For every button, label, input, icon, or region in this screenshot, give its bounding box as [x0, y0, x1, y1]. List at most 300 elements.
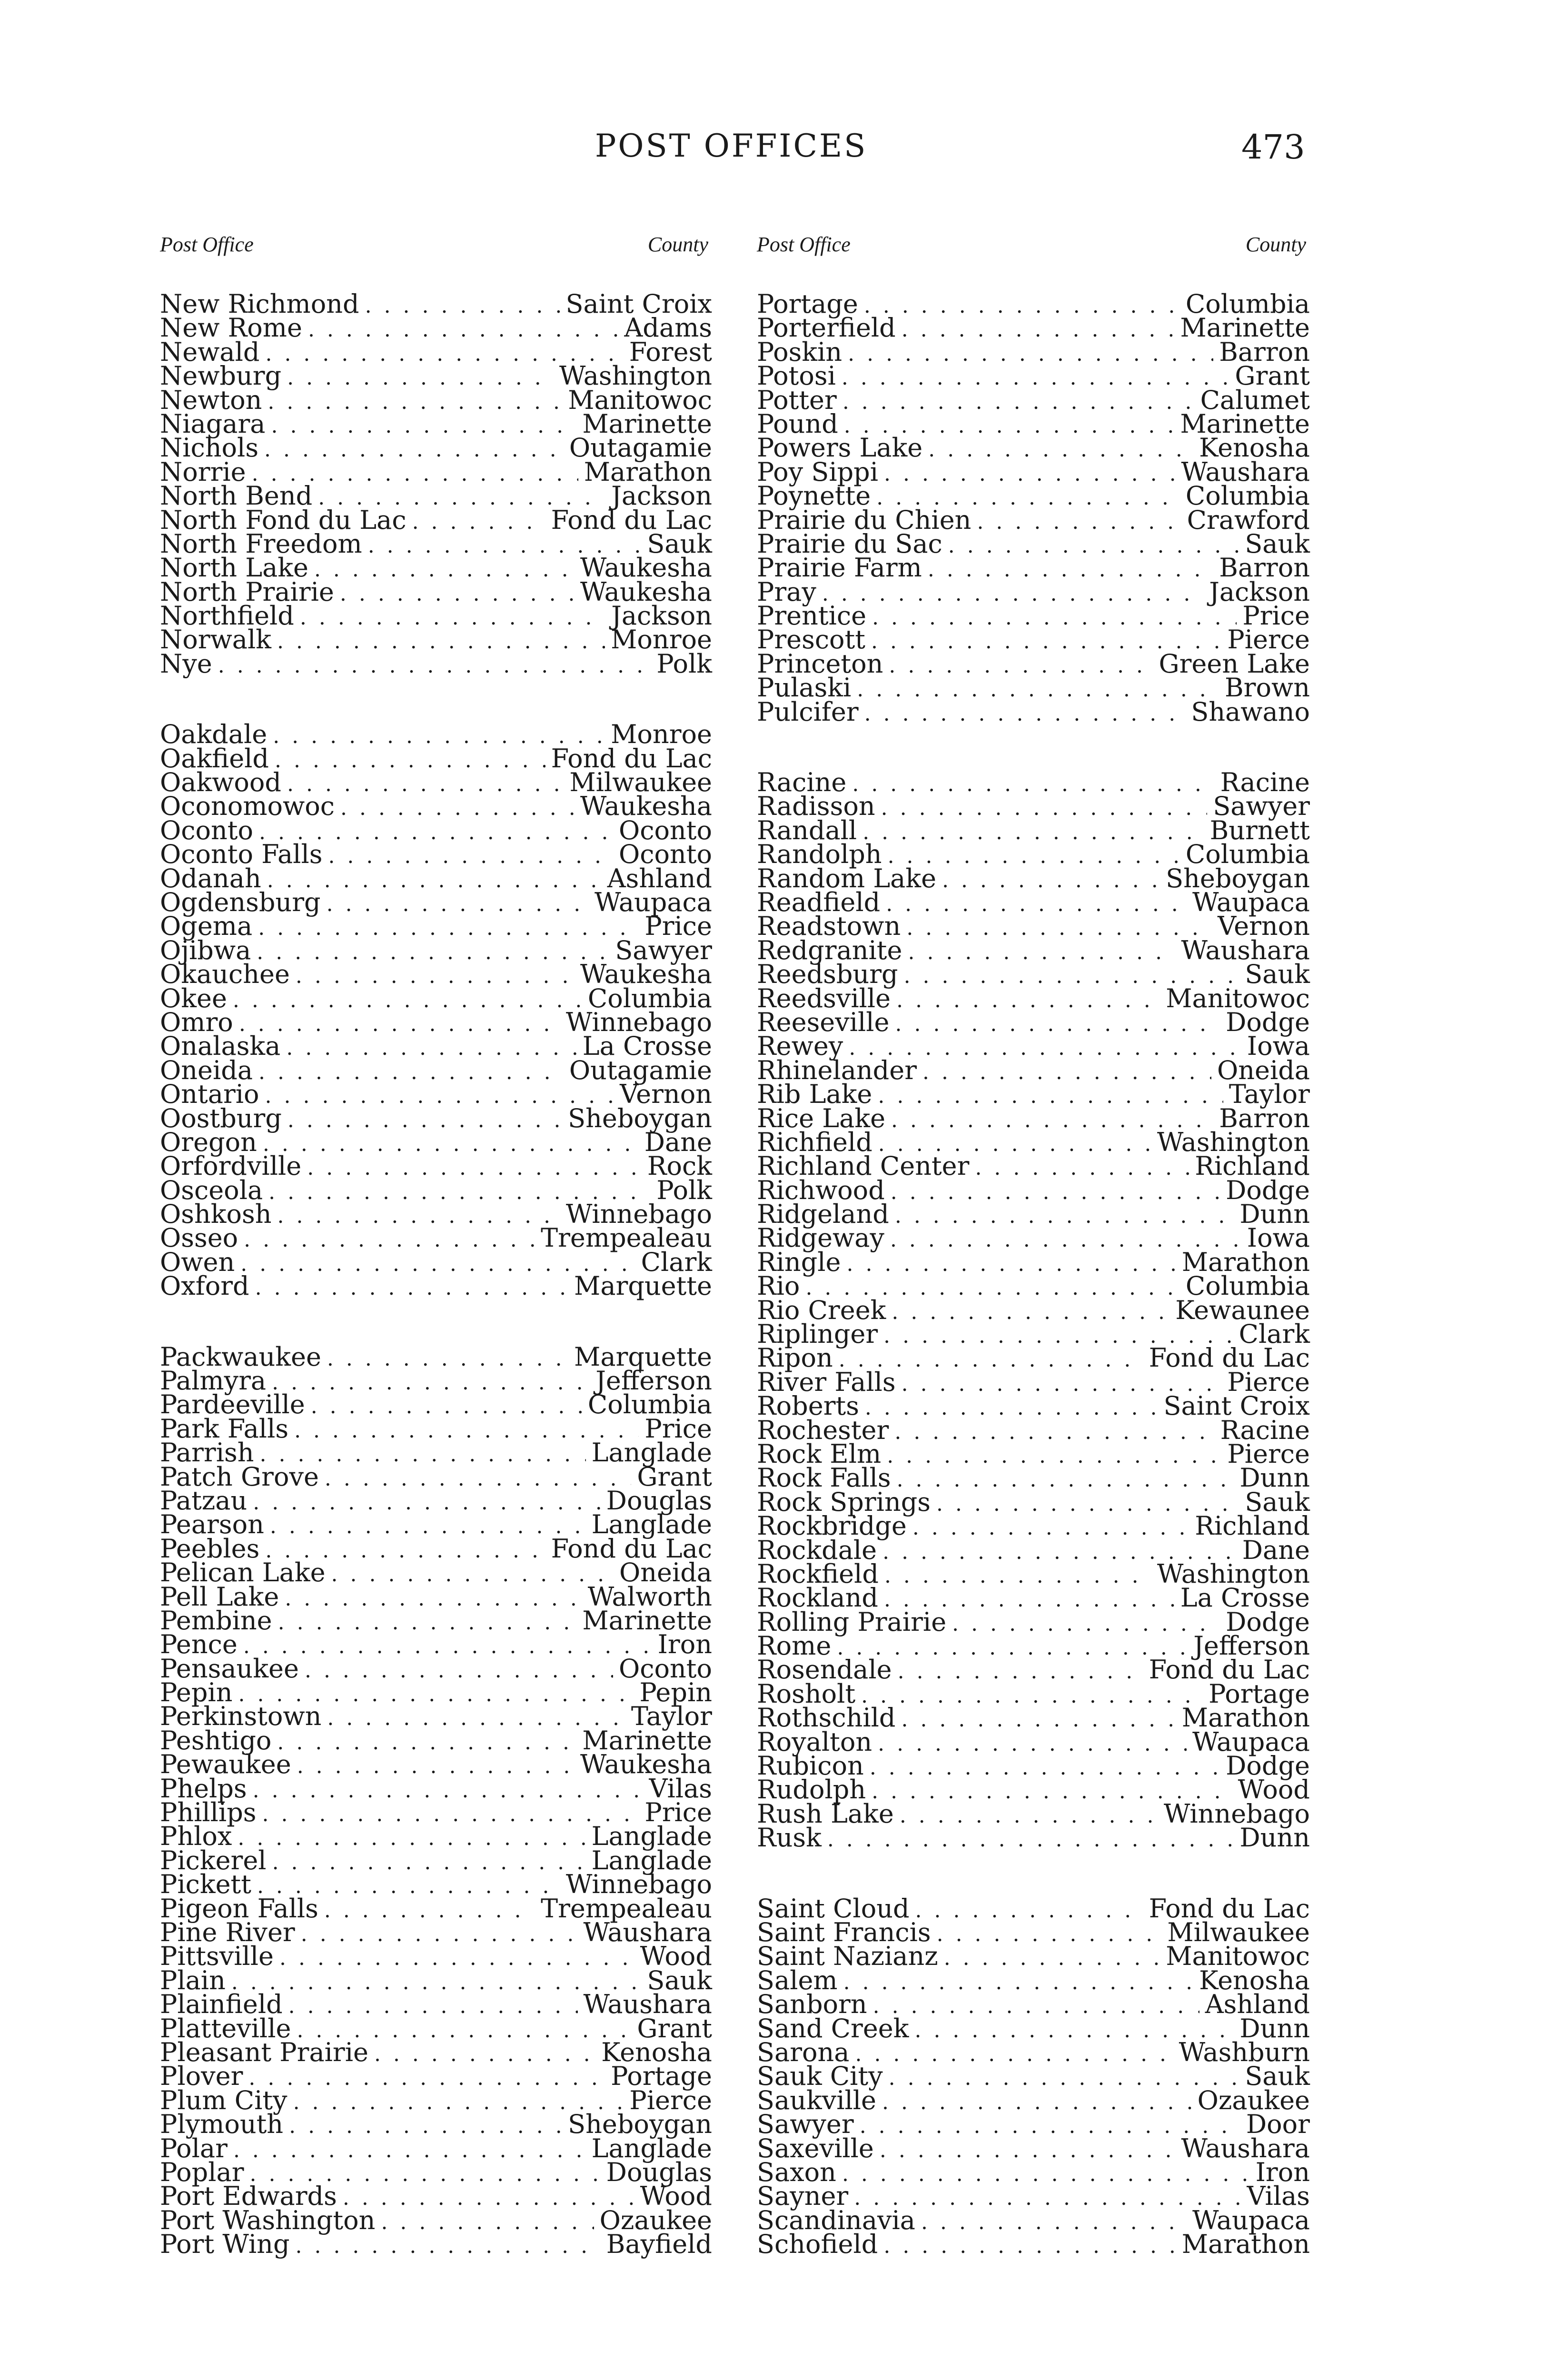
- county-name: Polk: [656, 1175, 712, 1205]
- dot-leader: [327, 892, 589, 916]
- dot-leader: [288, 1994, 578, 2018]
- entry-groups: [757, 289, 1310, 2260]
- post-office-name: Plain: [160, 1965, 226, 1995]
- county-name: Vernon: [620, 1079, 712, 1110]
- county-name: Sauk: [647, 1965, 712, 1995]
- county-name: Oneida: [1217, 1055, 1310, 1085]
- county-name: Dunn: [1239, 1463, 1310, 1493]
- dot-leader: [255, 1276, 568, 1300]
- post-office-name: North Lake: [160, 553, 308, 583]
- county-name: Winnebago: [1163, 1798, 1310, 1829]
- county-name: Barron: [1219, 553, 1310, 583]
- post-office-name: Roberts: [757, 1391, 859, 1421]
- dot-leader: [861, 1684, 1203, 1708]
- post-office-name: Sauk City: [757, 2061, 883, 2092]
- county-name: Fond du Lac: [1149, 1893, 1310, 1924]
- post-office-name: Powers Lake: [757, 433, 923, 463]
- post-office-name: Scandinavia: [757, 2205, 915, 2235]
- post-office-name: North Prairie: [160, 576, 334, 607]
- county-name: Marinette: [582, 408, 712, 439]
- post-office-name: Pepin: [160, 1677, 233, 1708]
- county-name: Dane: [644, 1127, 712, 1157]
- column-header: [160, 232, 712, 268]
- post-office-name: Orfordville: [160, 1151, 302, 1181]
- county-name: Langlade: [591, 1821, 712, 1852]
- county-name: Milwaukee: [569, 767, 712, 798]
- county-name: Marathon: [1181, 1247, 1310, 1277]
- post-office-name: River Falls: [757, 1367, 896, 1397]
- dot-leader: [872, 606, 1237, 630]
- county-name: Marinette: [1180, 408, 1310, 439]
- post-office-heading: Post Office: [757, 233, 851, 256]
- post-office-name: Rio Creek: [757, 1295, 886, 1325]
- post-office-name: Northfield: [160, 601, 294, 631]
- post-office-name: Pulaski: [757, 673, 852, 703]
- county-name: Columbia: [587, 1389, 712, 1420]
- post-office-name: Pickett: [160, 1869, 251, 1900]
- post-office-name: Racine: [757, 767, 847, 798]
- post-office-name: Odanah: [160, 863, 261, 893]
- county-name: Shawano: [1191, 696, 1310, 727]
- dot-leader: [297, 1755, 575, 1778]
- post-office-name: Platteville: [160, 2013, 291, 2043]
- post-office-name: Oakwood: [160, 767, 281, 798]
- county-name: Jackson: [611, 601, 712, 631]
- post-office-name: Plymouth: [160, 2109, 284, 2140]
- dot-leader: [862, 821, 1204, 844]
- post-office-name: Rock Falls: [757, 1463, 891, 1493]
- post-office-name: Pembine: [160, 1605, 272, 1636]
- post-office-entry: [757, 337, 1310, 367]
- post-office-entry: [160, 481, 712, 511]
- county-name: Waupaca: [595, 887, 712, 917]
- post-office-name: Nichols: [160, 433, 259, 463]
- county-name: Waukesha: [580, 576, 712, 607]
- county-name: Pierce: [1227, 1438, 1310, 1469]
- post-office-name: Rothschild: [757, 1703, 896, 1733]
- dot-leader: [381, 2211, 594, 2234]
- post-office-name: Poynette: [757, 481, 871, 511]
- dot-leader: [238, 1826, 585, 1850]
- dot-leader: [264, 438, 564, 462]
- letter-group: [160, 289, 712, 679]
- dot-leader: [244, 1228, 535, 1252]
- dot-leader: [265, 1084, 614, 1108]
- dot-leader: [296, 964, 575, 988]
- post-office-name: Radisson: [757, 791, 875, 822]
- left-column: [160, 232, 712, 2260]
- post-office-name: Phillips: [160, 1797, 257, 1828]
- dot-leader: [314, 558, 575, 582]
- post-office-name: Saukville: [757, 2085, 876, 2115]
- county-name: Waushara: [1181, 2133, 1310, 2163]
- county-name: Barron: [1219, 337, 1310, 367]
- post-office-entry: [160, 2109, 712, 2140]
- dot-leader: [248, 2066, 605, 2090]
- post-office-name: Oconto Falls: [160, 839, 323, 870]
- dot-leader: [842, 2162, 1250, 2186]
- county-name: Winnebago: [565, 1869, 712, 1900]
- post-office-name: Phelps: [160, 1773, 247, 1804]
- dot-leader: [231, 1971, 641, 1994]
- post-office-name: Owen: [160, 1247, 235, 1277]
- post-office-name: Niagara: [160, 408, 266, 439]
- county-name: Fond du Lac: [551, 1533, 712, 1564]
- county-name: Dodge: [1226, 1175, 1310, 1205]
- dot-leader: [258, 916, 639, 940]
- county-name: Vilas: [649, 1773, 712, 1804]
- dot-leader: [218, 654, 651, 678]
- post-office-entry: [160, 1271, 712, 1301]
- dot-leader: [847, 1252, 1176, 1276]
- post-office-entry: [757, 1823, 1310, 1853]
- post-office-name: Oregon: [160, 1127, 257, 1157]
- post-office-name: Pewaukee: [160, 1749, 291, 1780]
- post-office-entry: [160, 1079, 712, 1110]
- dot-leader: [902, 1708, 1176, 1732]
- post-office-name: Rudolph: [757, 1775, 866, 1805]
- county-name: Door: [1246, 2109, 1310, 2140]
- county-name: Oneida: [619, 1557, 712, 1588]
- county-name: Waushara: [1181, 935, 1310, 965]
- post-office-name: New Richmond: [160, 289, 359, 319]
- dot-leader: [311, 1395, 582, 1418]
- county-name: Langlade: [591, 2133, 712, 2163]
- dot-leader: [900, 1804, 1158, 1828]
- post-office-name: Pigeon Falls: [160, 1893, 318, 1924]
- post-office-name: Rewey: [757, 1031, 843, 1061]
- county-name: La Crosse: [582, 1031, 712, 1061]
- post-office-name: Rio: [757, 1271, 800, 1301]
- post-office-name: Rock Springs: [757, 1487, 931, 1517]
- county-name: Langlade: [591, 1509, 712, 1540]
- county-name: Wood: [640, 2181, 712, 2211]
- dot-leader: [328, 844, 613, 868]
- dot-leader: [327, 1347, 568, 1371]
- post-office-name: Readstown: [757, 911, 901, 942]
- post-office-name: Port Wing: [160, 2229, 290, 2260]
- county-name: Waushara: [583, 1989, 712, 2020]
- post-office-heading: Post Office: [160, 233, 254, 256]
- county-name: Trempealeau: [541, 1223, 712, 1253]
- page-number: 473: [1241, 128, 1305, 167]
- post-office-entry: [757, 696, 1310, 727]
- county-name: Columbia: [1185, 481, 1310, 511]
- letter-group: [160, 1341, 712, 2260]
- dot-leader: [922, 1061, 1211, 1084]
- post-office-entry: [160, 2229, 712, 2260]
- post-office-name: Patch Grove: [160, 1461, 319, 1492]
- county-name: Washington: [559, 361, 712, 391]
- dot-leader: [977, 510, 1181, 534]
- dot-leader: [895, 1012, 1220, 1036]
- post-office-name: Potter: [757, 385, 837, 415]
- county-name: Saint Croix: [565, 289, 712, 319]
- dot-leader: [864, 294, 1180, 318]
- post-office-entry: [757, 361, 1310, 391]
- county-name: Richland: [1195, 1511, 1310, 1541]
- post-office-name: Sarona: [757, 2037, 850, 2067]
- dot-leader: [948, 534, 1239, 558]
- county-name: Adams: [624, 313, 712, 343]
- dot-leader: [340, 582, 575, 606]
- dot-leader: [308, 318, 618, 342]
- post-office-name: Ringle: [757, 1247, 841, 1277]
- county-name: Sawyer: [1213, 791, 1310, 822]
- post-office-name: New Rome: [160, 313, 302, 343]
- post-office-name: Pickerel: [160, 1845, 267, 1875]
- dot-leader: [257, 941, 609, 964]
- post-office-name: Okauchee: [160, 959, 290, 990]
- dot-leader: [343, 2186, 634, 2210]
- post-office-name: Readfield: [757, 887, 881, 917]
- dot-leader: [253, 1491, 600, 1515]
- dot-leader: [307, 1156, 642, 1180]
- dot-leader: [887, 1444, 1221, 1468]
- dot-leader: [842, 366, 1229, 390]
- county-name: Columbia: [1185, 839, 1310, 870]
- dot-leader: [270, 1515, 586, 1538]
- post-office-name: Packwaukee: [160, 1341, 321, 1372]
- dot-leader: [278, 1611, 577, 1635]
- post-office-entry: [160, 1557, 712, 1588]
- county-name: Waupaca: [1192, 887, 1310, 917]
- post-office-name: Prairie du Chien: [757, 505, 971, 535]
- dot-leader: [898, 1660, 1143, 1684]
- post-office-name: Norwalk: [160, 625, 271, 655]
- post-office-name: Rubicon: [757, 1751, 864, 1781]
- post-office-name: Rockbridge: [757, 1511, 907, 1541]
- dot-leader: [843, 1971, 1194, 1994]
- dot-leader: [921, 2211, 1187, 2234]
- letter-group: [757, 767, 1310, 1853]
- county-name: Green Lake: [1159, 648, 1310, 679]
- county-name: Waukesha: [580, 1749, 712, 1780]
- dot-leader: [878, 1732, 1187, 1756]
- county-name: Marathon: [1181, 2229, 1310, 2260]
- dot-leader: [944, 1946, 1160, 1970]
- post-office-name: Prairie du Sac: [757, 528, 942, 559]
- post-office-name: Rockdale: [757, 1535, 877, 1565]
- dot-leader: [374, 2043, 595, 2066]
- dot-leader: [942, 869, 1160, 892]
- post-office-name: Saint Francis: [757, 1917, 931, 1947]
- post-office-name: Rosendale: [757, 1655, 892, 1685]
- dot-leader: [287, 1109, 562, 1132]
- post-office-entry: [160, 361, 712, 391]
- post-office-name: Newton: [160, 385, 262, 415]
- county-name: Brown: [1224, 673, 1310, 703]
- dot-leader: [412, 510, 545, 534]
- county-name: Jefferson: [595, 1366, 712, 1396]
- dot-leader: [279, 1946, 634, 1970]
- post-office-name: Patzau: [160, 1485, 248, 1516]
- post-office-entry: [757, 2109, 1310, 2140]
- county-name: Crawford: [1187, 505, 1310, 535]
- county-name: Ozaukee: [599, 2205, 712, 2235]
- county-name: Kenosha: [1199, 1965, 1310, 1995]
- county-name: Marinette: [1180, 313, 1310, 343]
- county-name: Sheboygan: [1166, 863, 1310, 893]
- post-office-name: Pleasant Prairie: [160, 2037, 368, 2067]
- dot-leader: [886, 892, 1187, 916]
- dot-leader: [822, 582, 1203, 606]
- dot-leader: [915, 1899, 1143, 1923]
- county-name: Dunn: [1239, 1199, 1310, 1230]
- post-office-name: Rusk: [757, 1823, 822, 1853]
- county-name: Douglas: [606, 2157, 712, 2187]
- county-name: Grant: [637, 1461, 712, 1492]
- dot-leader: [275, 749, 545, 773]
- county-name: Fond du Lac: [1149, 1655, 1310, 1685]
- post-office-entry: [757, 481, 1310, 511]
- county-name: Columbia: [587, 983, 712, 1013]
- county-heading: County: [1245, 233, 1306, 256]
- county-name: Barron: [1219, 1103, 1310, 1133]
- county-name: Richland: [1195, 1151, 1310, 1181]
- post-office-name: Plainfield: [160, 1989, 283, 2020]
- county-name: Racine: [1220, 767, 1310, 798]
- post-office-name: North Freedom: [160, 528, 362, 559]
- dot-leader: [262, 1803, 639, 1826]
- post-office-name: Salem: [757, 1965, 838, 1995]
- dot-leader: [286, 1036, 576, 1060]
- county-name: Iowa: [1247, 1223, 1310, 1253]
- letter-group: [160, 719, 712, 1301]
- dot-leader: [277, 630, 605, 654]
- dot-leader: [891, 1180, 1220, 1204]
- post-office-entry: [160, 1989, 712, 2020]
- county-name: Burnett: [1209, 815, 1310, 845]
- dot-leader: [952, 1612, 1220, 1636]
- post-office-name: Saint Nazianz: [757, 1941, 938, 1972]
- county-name: Monroe: [611, 719, 712, 750]
- post-office-name: Sanborn: [757, 1989, 867, 2020]
- dot-leader: [852, 773, 1214, 796]
- post-office-name: Port Edwards: [160, 2181, 337, 2211]
- dot-leader: [340, 796, 575, 820]
- post-office-name: Portage: [757, 289, 858, 319]
- dot-leader: [287, 366, 554, 390]
- post-office-entry: [160, 1605, 712, 1636]
- county-name: Grant: [1235, 361, 1310, 391]
- post-office-name: Oconomowoc: [160, 791, 335, 822]
- post-office-name: Royalton: [757, 1726, 872, 1757]
- post-office-name: Richwood: [757, 1175, 885, 1205]
- county-name: Kenosha: [601, 2037, 712, 2067]
- dot-leader: [842, 390, 1195, 414]
- dot-leader: [912, 1516, 1189, 1540]
- dot-leader: [258, 1061, 564, 1084]
- post-office-name: Poskin: [757, 337, 842, 367]
- dot-leader: [881, 796, 1208, 820]
- running-head: POST OFFICES: [595, 128, 868, 164]
- county-heading: County: [647, 233, 708, 256]
- post-office-name: Polar: [160, 2133, 228, 2163]
- post-office-entry: [757, 1798, 1310, 1829]
- post-office-name: Pray: [757, 576, 816, 607]
- post-office-name: Pelican Lake: [160, 1557, 326, 1588]
- post-office-name: Prescott: [757, 625, 865, 655]
- dot-leader: [300, 606, 605, 630]
- county-name: Dodge: [1226, 1751, 1310, 1781]
- county-name: Oconto: [618, 839, 712, 870]
- post-office-name: Pence: [160, 1629, 238, 1660]
- post-office-name: Pound: [757, 408, 838, 439]
- post-office-name: Porterfield: [757, 313, 896, 343]
- post-office-name: Perkinstown: [160, 1701, 322, 1732]
- county-name: Portage: [1209, 1678, 1310, 1709]
- post-office-name: Ogema: [160, 911, 253, 942]
- county-name: Clark: [1239, 1319, 1310, 1349]
- county-name: Waupaca: [1192, 1726, 1310, 1757]
- county-name: Manitowoc: [1166, 983, 1310, 1013]
- dot-leader: [928, 558, 1213, 582]
- post-office-name: Plover: [160, 2061, 243, 2092]
- post-office-name: Saxeville: [757, 2133, 874, 2163]
- post-office-name: Rosholt: [757, 1678, 856, 1709]
- post-office-name: Rome: [757, 1631, 832, 1661]
- dot-leader: [889, 654, 1153, 678]
- county-name: Dane: [1242, 1535, 1310, 1565]
- dot-leader: [289, 2114, 562, 2138]
- county-name: Ashland: [1205, 1989, 1310, 2020]
- county-name: Washburn: [1179, 2037, 1310, 2067]
- post-office-name: Sand Creek: [757, 2013, 909, 2043]
- dot-leader: [936, 1492, 1239, 1516]
- county-name: Sheboygan: [568, 1103, 712, 1133]
- post-office-name: Oconto: [160, 815, 254, 845]
- post-office-name: Reeseville: [757, 1007, 890, 1037]
- post-office-name: Pearson: [160, 1509, 264, 1540]
- county-name: Vernon: [1218, 911, 1310, 942]
- county-name: Ashland: [607, 863, 712, 893]
- dot-leader: [277, 1731, 576, 1755]
- county-name: Jackson: [1209, 576, 1310, 607]
- county-name: Iron: [657, 1629, 712, 1660]
- county-name: Wood: [640, 1941, 712, 1972]
- dot-leader: [855, 2043, 1173, 2066]
- county-name: Forest: [629, 337, 712, 367]
- post-office-name: Riplinger: [757, 1319, 878, 1349]
- county-name: Price: [644, 1413, 712, 1444]
- dot-leader: [848, 342, 1213, 366]
- county-name: Marinette: [582, 1605, 712, 1636]
- dot-leader: [365, 294, 560, 318]
- dot-leader: [884, 462, 1176, 486]
- dot-leader: [928, 438, 1193, 462]
- post-office-entry: [757, 2133, 1310, 2163]
- post-office-name: Rock Elm: [757, 1438, 882, 1469]
- county-name: Bayfield: [606, 2229, 712, 2260]
- county-name: Waukesha: [580, 553, 712, 583]
- county-name: Price: [644, 911, 712, 942]
- post-office-name: Rib Lake: [757, 1079, 872, 1110]
- dot-leader: [272, 1371, 590, 1395]
- county-name: Manitowoc: [1166, 1941, 1310, 1972]
- county-name: Waushara: [1181, 456, 1310, 487]
- dot-leader: [857, 678, 1219, 702]
- post-office-name: North Bend: [160, 481, 313, 511]
- post-office-entry: [160, 959, 712, 990]
- county-name: Dodge: [1226, 1606, 1310, 1637]
- post-office-name: Omro: [160, 1007, 233, 1037]
- county-name: Dunn: [1239, 2013, 1310, 2043]
- post-office-name: Oshkosh: [160, 1199, 272, 1230]
- post-office-name: Poplar: [160, 2157, 244, 2187]
- dot-leader: [975, 1156, 1189, 1180]
- post-office-entry: [757, 1511, 1310, 1541]
